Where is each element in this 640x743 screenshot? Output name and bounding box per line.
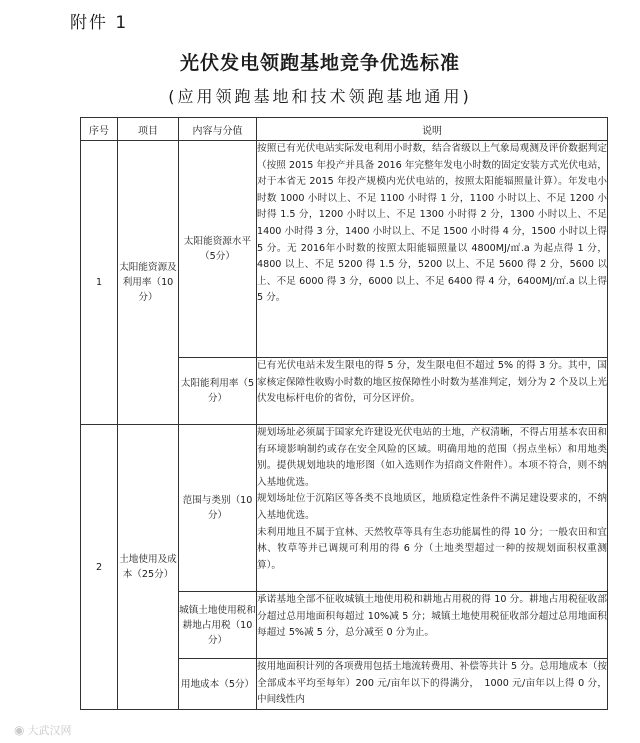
description-paragraph: 已有光伏电站未发生限电的得 5 分，发生限电但不超过 5% 的得 3 分。其中，国家核定保障性收购小时数的地区按保障性小时数为基准判定，划分为 2 个及以上光伏发电标杆电价的省份，可分区评价。 xyxy=(257,360,607,405)
description-paragraph: 未利用地且不属于宜林、天然牧草等具有生态功能属性的得 10 分；一般农田和宜林、牧草等并已调规可利用的得 6 分（土地类型超过一种的按规划面积权重测算）。 xyxy=(257,526,607,571)
group-index: 1 xyxy=(81,141,118,425)
row-content: 城镇土地使用税和耕地占用税（10分） xyxy=(179,592,257,659)
group-item: 太阳能资源及利用率（10分） xyxy=(118,141,179,425)
table-row xyxy=(81,425,608,592)
description-paragraph: 规划场址必须属于国家允许建设光伏电站的土地，产权清晰，不得占用基本农田和有环境影响制约或存在安全风险的区域。明确用地的范围（拐点坐标）和用地类别。提供规划地块的地形图（如入选则作为招商文件附件）。本项不符合，则不纳入基地优选。 xyxy=(257,427,607,488)
weibo-icon: ◉ xyxy=(14,723,25,737)
column-header-index: 序号 xyxy=(81,118,118,141)
row-description xyxy=(257,141,608,358)
group-index: 2 xyxy=(81,425,118,710)
row-description xyxy=(257,659,608,710)
row-content: 范围与类别（10分） xyxy=(179,425,257,592)
row-description xyxy=(257,358,608,425)
attachment-label: 附件 1 xyxy=(70,13,129,33)
description-paragraph: 承诺基地全部不征收城镇土地使用税和耕地占用税的得 10 分。耕地占用税征收部分超过总用地面积每超过 10%减 5 分；城镇土地使用税征收部分超过总用地面积每超过 5%减 5 分，总分减至 0 分为止。 xyxy=(257,594,607,639)
page-title: 光伏发电领跑基地竞争优选标准 xyxy=(179,52,460,74)
column-header-description: 说明 xyxy=(257,118,608,141)
column-header-content: 内容与分值 xyxy=(179,118,257,141)
description-paragraph: 按照已有光伏电站实际发电利用小时数，结合省级以上气象局观测及评价数据判定（按照 2015 年投产并具备 2016 年完整年发电小时数的固定安装方式光伏电站，对于本省无 2015 年投产规模内光伏电站的，按照太阳能辐照量计算）。年发电小时数 1000 小时以上、不足 1100 小时得 1 分，1100 小时以上、不足 1200 小时得 1.5 分，1200 小时以上、不足 1300 小时得 2 分，1300 小时以上、不足 1400 小时得 3 分，1400 小时以上、不足 1500 小时得 4 分，1500 小时以上得 5 分。无 2016年小时数的按照太阳能辐照量以 4800MJ/㎡.a 为起点得 1 分，4800 以上、不足 5200 得 1.5 分，5200 以上、不足 5600 得 2 分，5600 以上、不足 6000 得 3 分，6000 以上、不足 6400 得 4 分，6400MJ/㎡.a 以上得 5 分。 xyxy=(257,143,607,304)
description-paragraph: 规划场址位于沉陷区等各类不良地质区，地质稳定性条件不满足建设要求的，不纳入基地优选。 xyxy=(257,493,607,521)
table-row xyxy=(81,141,608,358)
row-content: 太阳能资源水平（5分） xyxy=(179,141,257,358)
row-content: 太阳能利用率（5分） xyxy=(179,358,257,425)
row-description xyxy=(257,592,608,659)
page-subtitle: (应用领跑基地和技术领跑基地通用) xyxy=(168,87,472,106)
criteria-table xyxy=(80,117,608,710)
row-description xyxy=(257,425,608,592)
watermark-text: 大武汉网 xyxy=(27,724,72,737)
table-header-row xyxy=(81,118,608,141)
column-header-item: 项目 xyxy=(118,118,179,141)
watermark xyxy=(14,722,71,738)
row-content: 用地成本（5分） xyxy=(179,659,257,710)
group-item: 土地使用及成本（25分） xyxy=(118,425,179,710)
description-paragraph: 按用地面积计列的各项费用包括土地流转费用、补偿等共计 5 分。总用地成本（按全部成本平均至每年）200 元/亩年以下的得满分， 1000 元/亩年以上得 0 分，中间线性内 xyxy=(257,661,607,706)
